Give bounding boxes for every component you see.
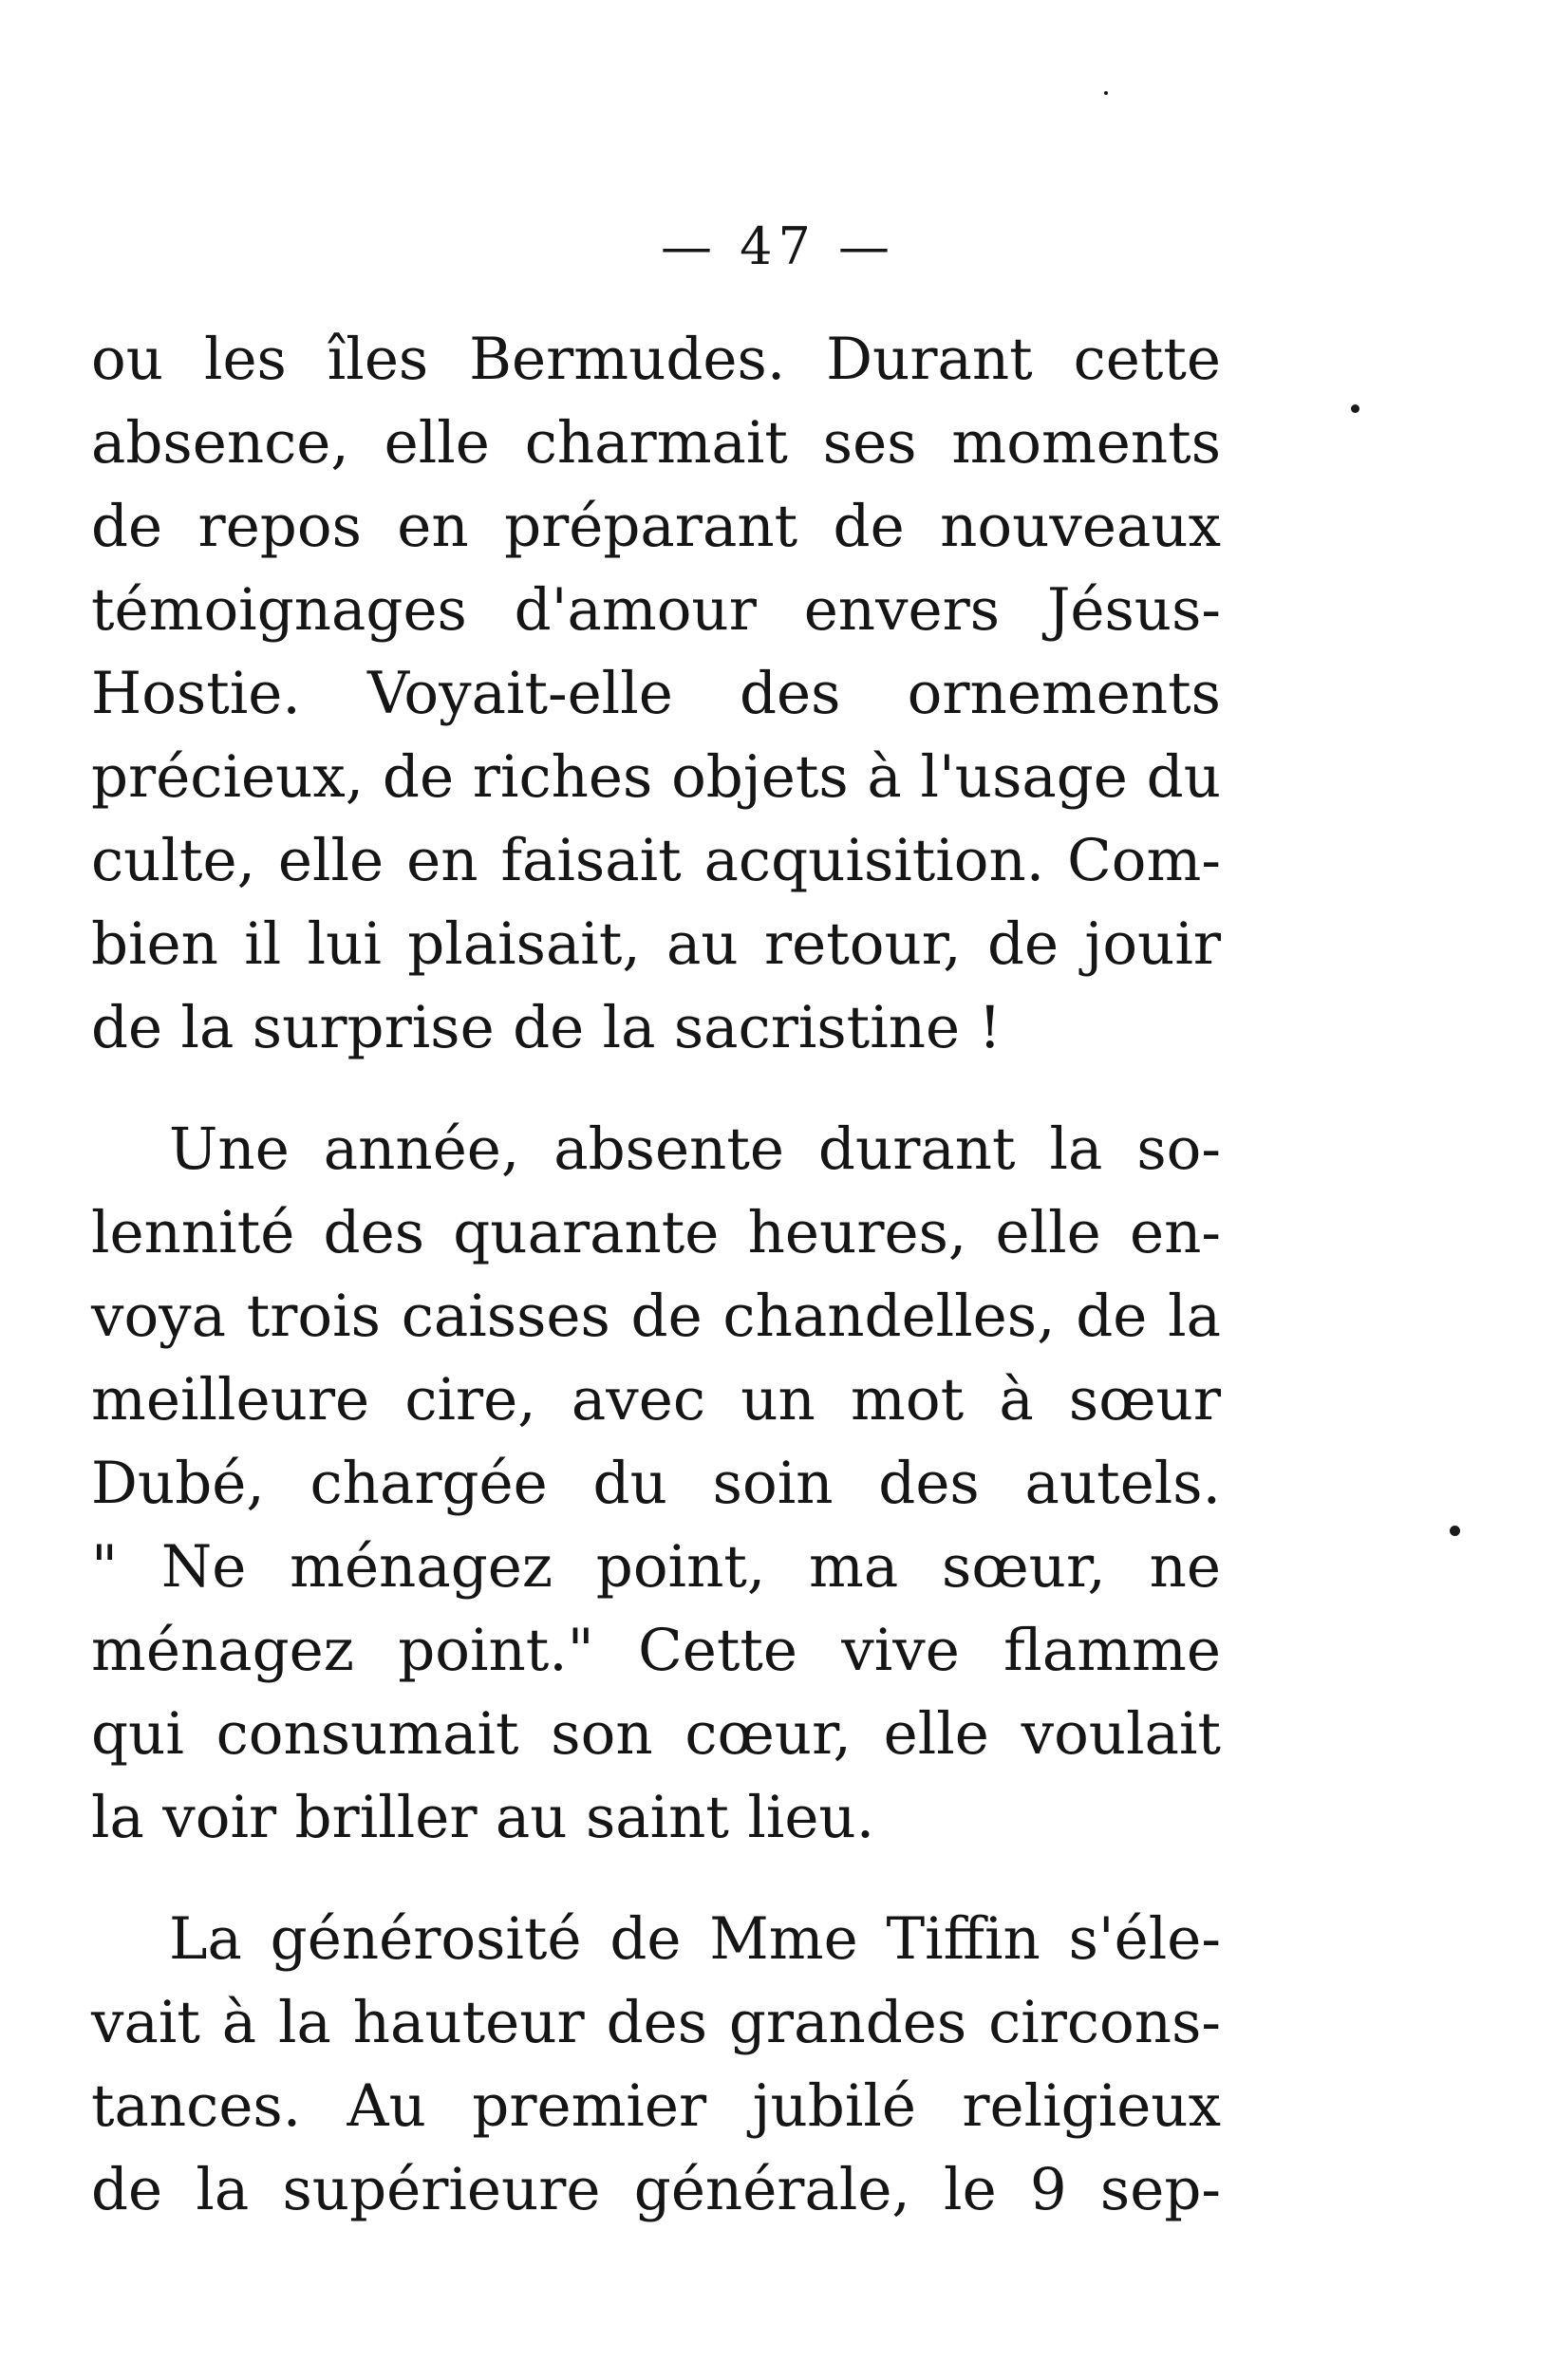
text-line: Hostie. Voyait-elle des ornements <box>91 660 1221 727</box>
text-line: témoignages d'amour envers Jésus- <box>91 576 1221 644</box>
text-line: " Ne ménagez point, ma sœur, ne <box>91 1533 1221 1601</box>
text-line: lennité des quarante heures, elle en- <box>91 1199 1221 1266</box>
text-line: Dubé, chargée du soin des autels. <box>91 1450 1221 1517</box>
text-line: Une année, absente durant la so- <box>169 1115 1221 1183</box>
paper-speck <box>1450 1526 1460 1536</box>
text-line: ménagez point." Cette vive flamme <box>91 1617 1221 1684</box>
paper-speck <box>1351 404 1359 413</box>
text-line: La générosité de Mme Tiffin s'éle- <box>169 1905 1221 1973</box>
text-line: absence, elle charmait ses moments <box>91 409 1221 477</box>
text-line: de la surprise de la sacristine ! <box>91 994 1002 1061</box>
text-line: culte, elle en faisait acquisition. Com- <box>91 827 1221 894</box>
text-line: précieux, de riches objets à l'usage du <box>91 743 1221 811</box>
text-line: tances. Au premier jubilé religieux <box>91 2072 1221 2140</box>
text-line: ou les îles Bermudes. Durant cette <box>91 326 1221 393</box>
text-line: vait à la hauteur des grandes circons- <box>91 1989 1221 2056</box>
paper-speck <box>1104 91 1108 95</box>
text-line: la voir briller au saint lieu. <box>91 1784 875 1851</box>
body-text <box>91 318 1221 2270</box>
page-number: — 47 — <box>660 216 896 276</box>
text-line: qui consumait son cœur, elle voulait <box>91 1700 1221 1768</box>
text-line: de la supérieure générale, le 9 sep- <box>91 2156 1221 2223</box>
paragraph-3 <box>91 1898 1221 2232</box>
text-line: bien il lui plaisait, au retour, de jouir <box>91 910 1221 978</box>
paragraph-2 <box>91 1108 1221 1860</box>
text-line: voya trois caisses de chandelles, de la <box>91 1283 1221 1350</box>
text-line: de repos en préparant de nouveaux <box>91 493 1221 560</box>
paragraph-1 <box>91 318 1221 1070</box>
text-line: meilleure cire, avec un mot à sœur <box>91 1366 1221 1434</box>
